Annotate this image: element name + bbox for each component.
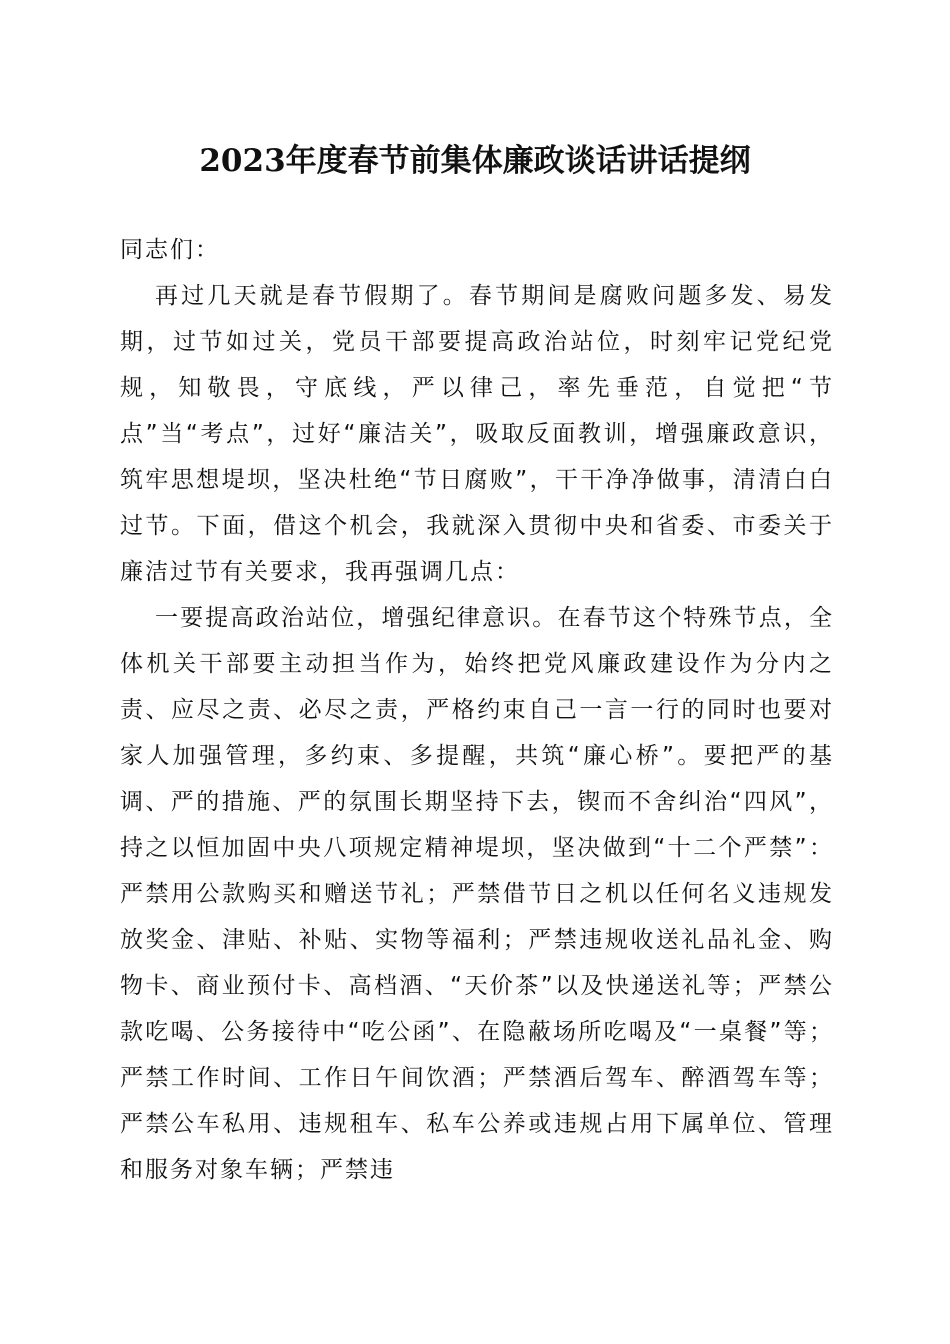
- salutation: 同志们：: [120, 237, 220, 263]
- document-body: [120, 227, 834, 1193]
- paragraph-point-one: 一要提高政治站位，增强纪律意识。在春节这个特殊节点，全体机关干部要主动担当作为，始终把党风廉政建设作为分内之责、应尽之责、必尽之责，严格约束自己一言一行的同时也要对家人加强管理，多约束、多提醒，共筑“廉心桥”。要把严的基调、严的措施、严的氛围长期坚持下去，锲而不舍纠治“四风”，持之以恒加固中央八项规定精神堤坝，坚决做到“十二个严禁”：严禁用公款购买和赠送节礼；严禁借节日之机以任何名义违规发放奖金、津贴、补贴、实物等福利；严禁违规收送礼品礼金、购物卡、商业预付卡、高档酒、“天价茶”以及快递送礼等；严禁公款吃喝、公务接待中“吃公函”、在隐蔽场所吃喝及“一桌餐”等；严禁工作时间、工作日午间饮酒；严禁酒后驾车、醉酒驾车等；严禁公车私用、违规租车、私车公养或违规占用下属单位、管理和服务对象车辆；严禁违: [120, 605, 834, 1183]
- document-title: 2023年度春节前集体廉政谈话讲话提纲: [199, 143, 751, 179]
- paragraph-intro: 再过几天就是春节假期了。春节期间是腐败问题多发、易发期，过节如过关，党员干部要提高政治站位，时刻牢记党纪党规，知敬畏，守底线，严以律己，率先垂范，自觉把“节点”当“考点”，过好“廉洁关”，吸取反面教训，增强廉政意识，筑牢思想堤坝，坚决杜绝“节日腐败”，干干净净做事，清清白白过节。下面，借这个机会，我就深入贯彻中央和省委、市委关于廉洁过节有关要求，我再强调几点：: [120, 283, 834, 585]
